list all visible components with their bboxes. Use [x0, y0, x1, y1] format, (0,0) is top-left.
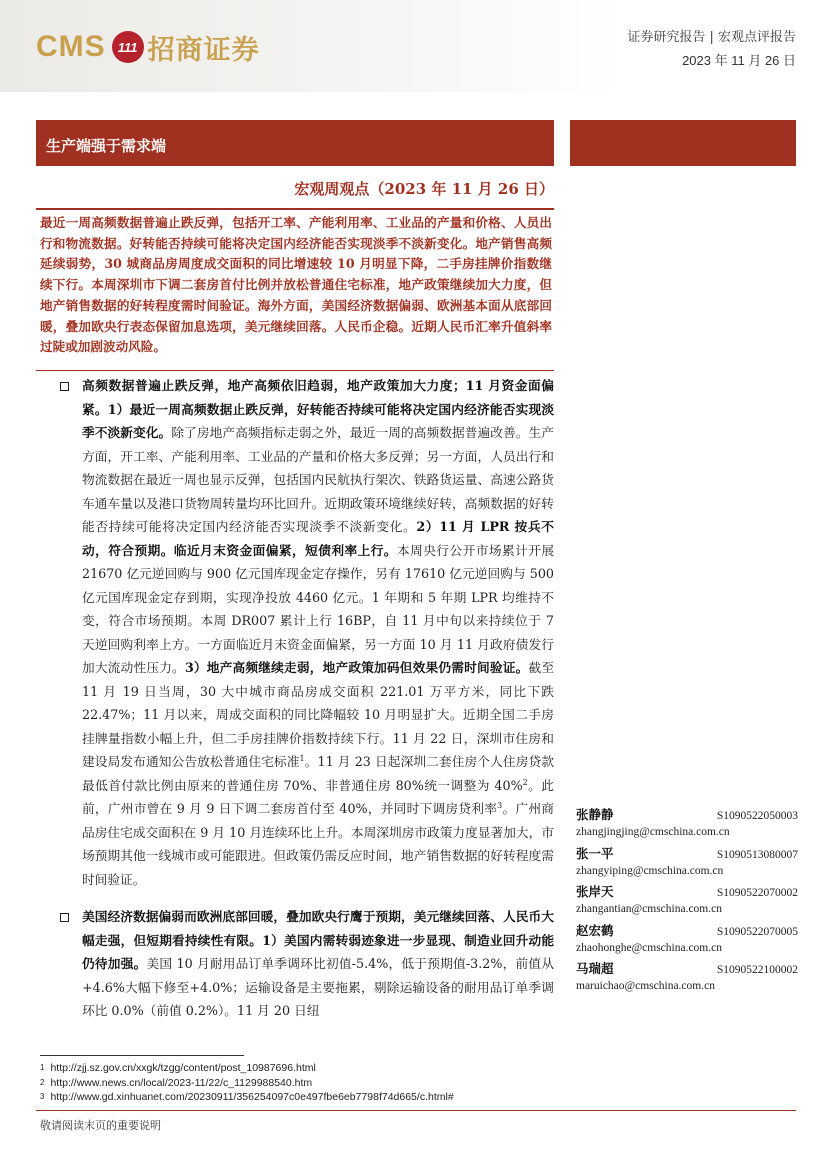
analyst-entry [576, 959, 798, 998]
report-subtitle: 宏观周观点（2023 年 11 月 26 日） [294, 180, 554, 198]
bullet-square-icon [60, 382, 69, 391]
point-body: 本周央行公开市场累计开展 21670 亿元逆回购与 900 亿元国库现金定存操作，另有 17610 亿元逆回购与 500 亿元国库现金定存到期，实现净投放 4460 亿元。1 年期和 5 年期 LPR 均维持不变，符合市场预期。本周 DR007 累计上行 16BP，自 11 月中旬以来持续位于 7 天逆回购利率上方。一方面临近月末资金面偏紧，另一方面 10 月 11 月政府债发行加大流动性压力。 [82, 542, 555, 675]
bullet-square-icon [60, 913, 69, 922]
footnote [40, 1090, 454, 1105]
analyst-email[interactable]: zhangantian@cmschina.com.cn [576, 903, 722, 915]
footnote-number: 1 [40, 1063, 45, 1072]
report-date: 2023 年 11 月 26 日 [682, 53, 796, 68]
footnote-ref[interactable]: 1 [299, 753, 305, 763]
footnote-divider [40, 1055, 244, 1056]
analyst-name: 马瑞超 [576, 961, 614, 976]
analyst-name: 张一平 [576, 845, 614, 861]
point-body: 。此前，广州市曾在 9 月 9 日下调二套房首付至 40%，并同时下调房贷利率 [82, 777, 554, 816]
footnote-link[interactable]: http://zjj.sz.gov.cn/xxgk/tzgg/content/post_10987696.html [50, 1062, 316, 1074]
analyst-cert: S1090522100002 [716, 964, 798, 976]
analyst-cert: S1090522070005 [716, 925, 798, 938]
point-body: 。广州商品房住宅成交面积在 9 月 10 月连续环比上升。本周深圳房市政策力度显著加大，市场预期其他一线城市或可能跟进。但政策仍需反应时间，地产销售数据的好转程度需时间验证。 [82, 801, 554, 887]
footnotes [40, 1061, 454, 1105]
divider [36, 370, 554, 371]
title-band [36, 120, 554, 166]
point-heading: 3）地产高频继续走弱，地产政策加码但效果仍需时间验证。 [184, 660, 529, 675]
point-body: 。11 月 23 日起深圳二套住房个人住房贷款最低首付款比例由原来的普通住房 70%、非普通住房 80%统一调整为 40% [82, 754, 555, 793]
analyst-name: 张岸天 [576, 884, 614, 899]
analyst-entry [576, 921, 798, 960]
analyst-list [576, 805, 798, 998]
bullet-lead: 高频数据普遍止跌反弹，地产高频依旧趋弱，地产政策加大力度；11 月资金面偏紧。 [82, 378, 554, 417]
footnote-number: 3 [40, 1092, 45, 1101]
analyst-name: 张静静 [576, 807, 614, 822]
company-logo [36, 26, 260, 68]
analyst-cert: S1090513080007 [716, 848, 798, 861]
report-type: 证券研究报告 | 宏观点评报告 [627, 30, 796, 45]
footnote-link[interactable]: http://www.gd.xinhuanet.com/20230911/356254097c0e497fbe6eb7798f74d665/c.html# [50, 1091, 454, 1103]
bullet-lead: 美国经济数据偏弱而欧洲底部回暖，叠加欧央行鹰于预期，美元继续回落、人民币大幅走强，但短期看持续性有限。 [82, 909, 554, 948]
footnote [40, 1061, 454, 1076]
logo-text-cn: 招商证券 [147, 34, 260, 66]
analyst-name: 赵宏鹤 [576, 922, 614, 938]
point-body: 美国 10 月耐用品订单季调环比初值-5.4%，低于预期值-3.2%，前值从+4.6%大幅下修至+4.0%；运输设备是主要拖累，剔除运输设备的耐用品订单季调环比 0.0%（前值 0.2%）。11 月 20 日纽 [82, 956, 555, 1018]
footnote-link[interactable]: http://www.news.cn/local/2023-11/22/c_1129988540.htm [50, 1076, 313, 1089]
logo-badge-icon: 111 [112, 31, 144, 63]
analyst-entry [576, 844, 798, 883]
analyst-email[interactable]: zhangyiping@cmschina.com.cn [576, 864, 724, 877]
bullet-section-2 [82, 905, 554, 1023]
footer-note: 敬请阅读末页的重要说明 [40, 1119, 161, 1132]
point-heading: 1）最近一周高频数据止跌反弹，好转能否持续可能将决定国内经济能否实现淡季不淡新变化。 [82, 401, 555, 440]
footnote-ref[interactable]: 2 [522, 777, 528, 787]
point-heading: 1）美国内需转弱迹象进一步显现、制造业回升动能仍待加强。 [82, 932, 555, 971]
footnote-ref[interactable]: 3 [497, 800, 503, 810]
analyst-email[interactable]: zhangjingjing@cmschina.com.cn [576, 826, 730, 838]
page-title: 生产端强于需求端 [46, 137, 167, 155]
analyst-entry [576, 882, 798, 921]
summary-paragraph: 最近一周高频数据普遍止跌反弹，包括开工率、产能利用率、工业品的产量和价格、人员出行和物流数据。好转能否持续可能将决定国内经济能否实现淡季不淡新变化。地产销售高频延续弱势，30 城商品房周度成交面积的同比增速较 10 月明显下降，二手房挂牌价指数继续下行。本周深圳市下调二套房首付比例并放松普通住宅标准，地产政策继续加大力度，但地产销售数据的好转程度需时间验证。海外方面，美国经济数据偏弱、欧洲基本面从底部回暖，叠加欧央行表态保留加息选项，美元继续回落。人民币企稳。近期人民币汇率升值斜率过陡或加剧波动风险。 [40, 215, 552, 355]
analyst-cert: S1090522070002 [716, 887, 798, 899]
analyst-entry [576, 805, 798, 844]
analyst-email[interactable]: maruichao@cmschina.com.cn [576, 980, 715, 992]
divider [36, 208, 554, 210]
point-heading: 2）11 月 LPR 按兵不动，符合预期。临近月末资金面偏紧，短债利率上行。 [82, 519, 554, 558]
logo-text-en: CMS [36, 30, 106, 63]
bullet-section-1 [82, 374, 554, 891]
footer-divider [36, 1110, 796, 1111]
point-body: 除了房地产高频指标走弱之外，最近一周的高频数据普遍改善。生产方面，开工率、产能利用率、工业品的产量和价格大多反弹；另一方面，人员出行和物流数据在最近一周也显示反弹，包括国内民航执行架次、铁路货运量、高速公路货车通车量以及港口货物周转量均环比回升。近期政策环境继续好转，高频数据的好转能否持续可能将决定国内经济能否实现淡季不淡新变化。 [82, 425, 554, 534]
analyst-email[interactable]: zhaohonghe@cmschina.com.cn [576, 941, 722, 954]
footnote-number: 2 [40, 1077, 45, 1087]
analyst-cert: S1090522050003 [716, 810, 798, 822]
point-body: 截至 11 月 19 日当周，30 大中城市商品房成交面积 221.01 万平方米，同比下跌 22.47%；11 月以来，周成交面积的同比降幅较 10 月明显扩大。近期全国二手房挂牌量指数小幅上升，但二手房挂牌价指数持续下行。11 月 22 日，深圳市住房和建设局发布通知公告放松普通住宅标准 [82, 660, 555, 769]
side-band [570, 120, 796, 166]
footnote [40, 1076, 454, 1091]
